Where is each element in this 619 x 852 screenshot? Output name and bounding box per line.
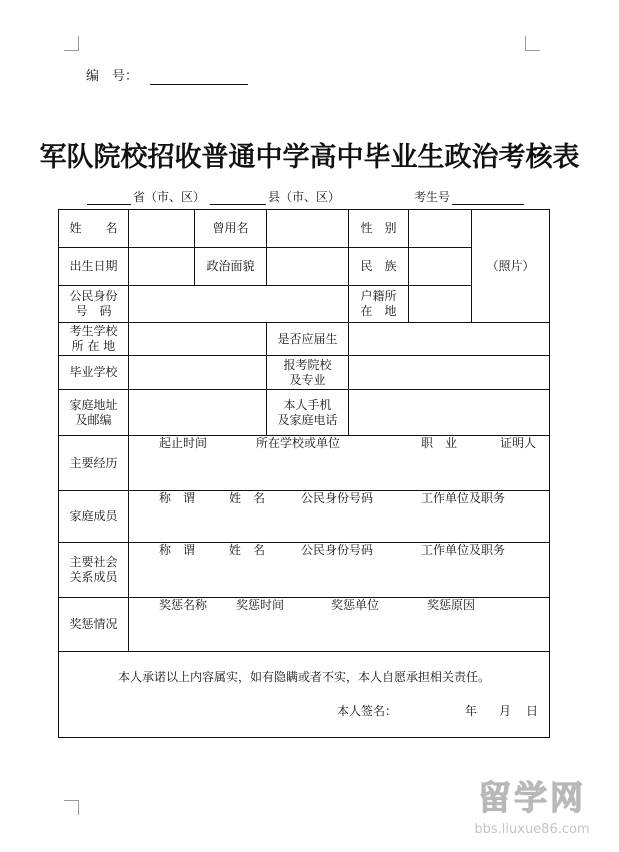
social-col-id: 公民身份号码 xyxy=(301,543,374,557)
table-row xyxy=(59,598,550,652)
crop-mark-top-right xyxy=(525,36,540,51)
photo-box[interactable]: （照片） xyxy=(472,210,550,323)
sign-month: 月 xyxy=(499,704,512,718)
social-col-name: 姓 名 xyxy=(229,543,266,557)
table-row xyxy=(59,491,550,543)
table-row xyxy=(59,436,550,491)
sign-year: 年 xyxy=(465,704,478,718)
family-col-relation: 称 谓 xyxy=(159,491,196,505)
family-col-name: 姓 名 xyxy=(229,491,266,505)
ethnicity-value[interactable] xyxy=(409,248,472,286)
used-name-value[interactable] xyxy=(267,210,349,248)
home-address-label: 家庭地址 及邮编 xyxy=(59,390,129,436)
awards-section[interactable] xyxy=(129,598,550,652)
birth-date-label: 出生日期 xyxy=(59,248,129,286)
table-row xyxy=(59,210,550,248)
social-col-relation: 称 谓 xyxy=(159,543,196,557)
watermark xyxy=(452,778,612,848)
birth-date-value[interactable] xyxy=(129,248,195,286)
county-label: 县（市、区） xyxy=(268,190,341,204)
experience-col-witness: 证明人 xyxy=(500,436,537,450)
name-value[interactable] xyxy=(129,210,195,248)
social-relations-label: 主要社会 关系成员 xyxy=(59,543,129,598)
table-row xyxy=(59,323,550,356)
gender-value[interactable] xyxy=(409,210,472,248)
province-label: 省（市、区） xyxy=(133,190,206,204)
table-row xyxy=(59,356,550,390)
awards-col-unit: 奖惩单位 xyxy=(331,598,380,612)
page-title: 军队院校招收普通中学高中毕业生政治考核表 xyxy=(39,142,580,173)
fresh-graduate-value[interactable] xyxy=(349,323,550,356)
signature-label: 本人签名： xyxy=(337,704,398,718)
pledge-section[interactable] xyxy=(59,652,550,738)
family-col-employer: 工作单位及职务 xyxy=(421,491,506,505)
serial-label: 编 号： xyxy=(86,69,139,84)
county-blank xyxy=(210,204,266,205)
id-number-label: 公民身份 号 码 xyxy=(59,286,129,323)
crop-mark-top-left xyxy=(64,36,79,51)
sign-day: 日 xyxy=(526,704,539,718)
pledge-text: 本人承诺以上内容属实，如有隐瞒或者不实，本人自愿承担相关责任。 xyxy=(117,670,490,684)
applied-school-label: 报考院校 及专业 xyxy=(267,356,349,390)
family-col-id: 公民身份号码 xyxy=(301,491,374,505)
id-number-value[interactable] xyxy=(129,286,349,323)
gender-label: 性 别 xyxy=(349,210,409,248)
political-review-form xyxy=(58,209,550,738)
family-section[interactable] xyxy=(129,491,550,543)
awards-col-reason: 奖惩原因 xyxy=(427,598,476,612)
school-location-value[interactable] xyxy=(129,323,267,356)
graduation-school-label: 毕业学校 xyxy=(59,356,129,390)
crop-mark-bottom-left xyxy=(64,800,79,815)
hukou-label: 户籍所 在 地 xyxy=(349,286,409,323)
graduation-school-value[interactable] xyxy=(129,356,267,390)
name-label: 姓 名 xyxy=(59,210,129,248)
political-status-value[interactable] xyxy=(267,248,349,286)
serial-blank xyxy=(150,84,248,85)
social-col-employer: 工作单位及职务 xyxy=(421,543,506,557)
phone-label: 本人手机 及家庭电话 xyxy=(267,390,349,436)
family-label: 家庭成员 xyxy=(59,491,129,543)
watermark-logo: 留学网 xyxy=(478,778,586,817)
experience-col-job: 职 业 xyxy=(421,436,458,450)
political-status-label: 政治面貌 xyxy=(195,248,267,286)
school-location-label: 考生学校 所 在 地 xyxy=(59,323,129,356)
exam-no-blank xyxy=(452,204,524,205)
experience-col-school: 所在学校或单位 xyxy=(256,436,341,450)
table-row xyxy=(59,652,550,738)
province-blank xyxy=(87,204,131,205)
ethnicity-label: 民 族 xyxy=(349,248,409,286)
awards-label: 奖惩情况 xyxy=(59,598,129,652)
experience-section[interactable] xyxy=(129,436,550,491)
awards-col-time: 奖惩时间 xyxy=(236,598,285,612)
experience-col-period: 起止时间 xyxy=(159,436,208,450)
experience-label: 主要经历 xyxy=(59,436,129,491)
social-relations-section[interactable] xyxy=(129,543,550,598)
fresh-graduate-label: 是否应届生 xyxy=(267,323,349,356)
exam-no-label: 考生号 xyxy=(414,190,451,204)
awards-col-name: 奖惩名称 xyxy=(159,598,208,612)
watermark-url: bbs.liuxue86.com xyxy=(474,822,590,837)
phone-value[interactable] xyxy=(349,390,550,436)
hukou-value[interactable] xyxy=(409,286,472,323)
applied-school-value[interactable] xyxy=(349,356,550,390)
used-name-label: 曾用名 xyxy=(195,210,267,248)
home-address-value[interactable] xyxy=(129,390,267,436)
table-row xyxy=(59,390,550,436)
table-row xyxy=(59,543,550,598)
